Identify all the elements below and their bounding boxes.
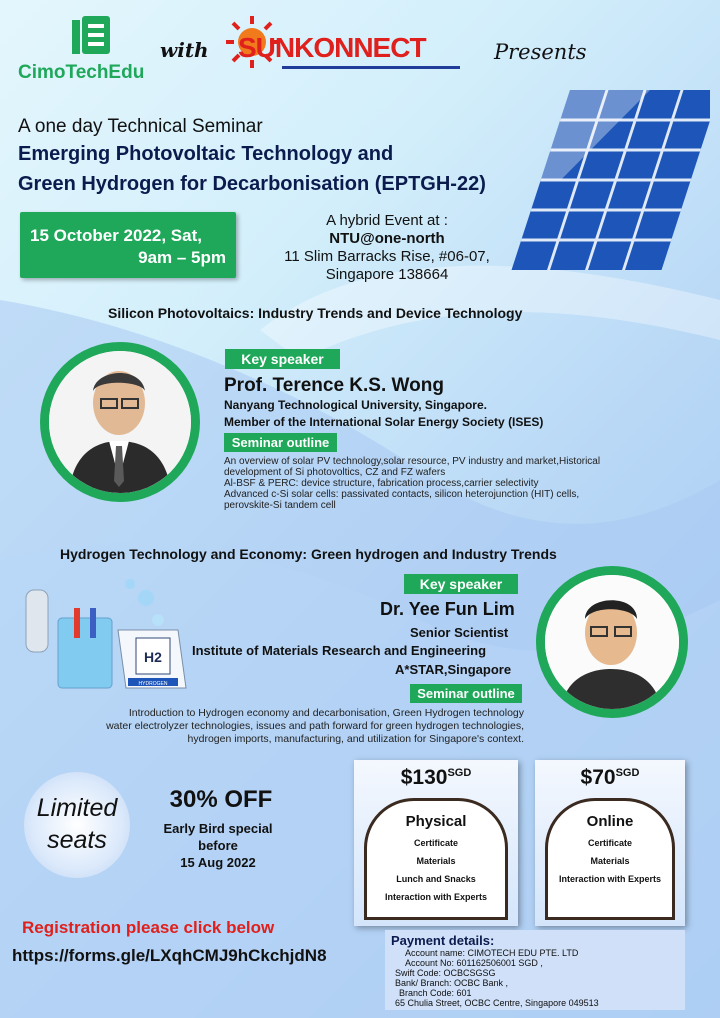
session2-agency: A*STAR,Singapore: [395, 662, 512, 677]
cimotechedu-logo-icon: [68, 14, 114, 60]
limited-seats-text: [24, 792, 130, 856]
outline-line: An overview of solar PV technology,solar resource, PV industry and market,Historical: [224, 456, 601, 467]
registration-link[interactable]: https://forms.gle/LXqhCMJ9hCkchjdN8: [12, 946, 327, 965]
online-arch: [545, 798, 675, 920]
seminar-subtitle: A one day Technical Seminar: [18, 116, 263, 137]
early-bird-line3: 15 Aug 2022: [180, 855, 256, 870]
hydrogen-illustration: [18, 570, 198, 710]
session2-speaker-name: Dr. Yee Fun Lim: [380, 599, 515, 619]
outline-line: water electrolyzer technologies, issues and path forward for green hydrogen technologies,: [106, 720, 524, 732]
h2-label: H2: [144, 649, 162, 665]
physical-item: Certificate: [413, 838, 458, 848]
session1-outline-label: Seminar outline: [224, 433, 337, 452]
session1-topic: Silicon Photovoltaics: Industry Trends and Device Technology: [108, 305, 523, 321]
physical-mode: Physical: [405, 813, 467, 830]
session2-outline: [60, 707, 524, 746]
date-line1: 15 October 2022, Sat,: [30, 226, 202, 245]
limited-line2: seats: [47, 826, 107, 854]
date-line2: 9am – 5pm: [138, 248, 226, 267]
limited-line1: Limited: [36, 794, 118, 822]
early-bird-line2: before: [198, 838, 238, 853]
payment-line: Swift Code: OCBCSGSG: [395, 968, 496, 978]
speaker2-photo: [536, 566, 688, 718]
date-box: [20, 212, 236, 278]
payment-line: Account No: 601162506001 SGD ,: [405, 958, 543, 968]
hydrogen-sublabel: HYDROGEN: [138, 681, 168, 687]
venue-label: A hybrid Event at :: [326, 212, 448, 229]
physical-item: Lunch and Snacks: [396, 874, 476, 884]
online-price-amount: $70: [580, 766, 616, 789]
venue-block: [252, 212, 522, 284]
sunkonnect-underline: [282, 66, 460, 69]
outline-line: hydrogen imports, manufacturing, and utilization for Singapore's context.: [187, 733, 524, 745]
session1-outline: [224, 456, 664, 511]
session1-speaker-name: Prof. Terence K.S. Wong: [224, 375, 444, 396]
seminar-title-line2: Green Hydrogen for Decarbonisation (EPTGH-22): [18, 173, 486, 195]
physical-price: [354, 766, 518, 790]
physical-item: Materials: [416, 856, 456, 866]
physical-price-amount: $130: [400, 766, 448, 789]
speaker2-avatar-icon: [545, 575, 679, 709]
online-mode: Online: [586, 813, 634, 830]
payment-lines: [395, 948, 599, 1008]
session1-affiliation1: Nanyang Technological University, Singapore.: [224, 398, 487, 412]
physical-arch: [364, 798, 508, 920]
session2-key-speaker-label: Key speaker: [404, 574, 518, 594]
physical-price-card[interactable]: [354, 760, 518, 926]
cimotechedu-logo-text: CimoTechEdu: [18, 62, 145, 83]
payment-details-box: [385, 930, 685, 1010]
seminar-title-line1: Emerging Photovoltaic Technology and: [18, 143, 394, 165]
outline-line: Introduction to Hydrogen economy and decarbonisation, Green Hydrogen technology: [128, 707, 524, 719]
venue-address-line1: 11 Slim Barracks Rise, #06-07,: [284, 248, 490, 265]
online-price-card[interactable]: [535, 760, 685, 926]
solar-panel-illustration: [500, 90, 710, 290]
venue-address-line2: Singapore 138664: [325, 266, 449, 283]
payment-title: Payment details:: [391, 933, 495, 948]
outline-line: perovskite-Si tandem cell: [224, 500, 336, 511]
outline-line: development of Si photovoltics, CZ and FZ wafers: [224, 467, 446, 478]
physical-item: Interaction with Experts: [384, 892, 488, 902]
physical-price-currency: SGD: [447, 767, 472, 779]
online-item: Materials: [590, 856, 630, 866]
speaker1-photo: [40, 342, 200, 502]
session1-affiliation2: Member of the International Solar Energy Society (ISES): [224, 415, 544, 429]
with-text: with: [160, 38, 209, 62]
online-item: Interaction with Experts: [558, 874, 662, 884]
outline-line: Al-BSF & PERC: device structure, fabrication process,carrier selectivity: [224, 478, 539, 489]
online-price: [535, 766, 685, 790]
payment-line: Bank/ Branch: OCBC Bank ,: [395, 978, 509, 988]
early-bird-line1: Early Bird special: [163, 821, 273, 836]
session2-institute: Institute of Materials Research and Engineering: [192, 643, 487, 658]
discount-text: 30% OFF: [169, 786, 273, 813]
payment-line: 65 Chulia Street, OCBC Centre, Singapore 049513: [395, 998, 599, 1008]
presents-text: Presents: [494, 40, 587, 64]
sunkonnect-logo-text: SUNKONNECT: [238, 32, 426, 63]
session2-outline-label: Seminar outline: [410, 684, 522, 703]
session2-topic: Hydrogen Technology and Economy: Green hydrogen and Industry Trends: [60, 546, 557, 562]
speaker1-avatar-icon: [49, 351, 191, 493]
payment-line: Account name: CIMOTECH EDU PTE. LTD: [405, 948, 579, 958]
payment-line: Branch Code: 601: [399, 988, 472, 998]
outline-line: Advanced c-Si solar cells: passivated contacts, silicon heterojunction (HIT) cells,: [224, 489, 580, 500]
registration-label: Registration please click below: [22, 918, 275, 937]
venue-name: NTU@one-north: [329, 230, 445, 247]
session2-position: Senior Scientist: [410, 625, 509, 640]
session1-key-speaker-label: Key speaker: [225, 349, 340, 369]
early-bird-block: [140, 820, 296, 871]
online-price-currency: SGD: [615, 767, 640, 779]
online-item: Certificate: [587, 838, 632, 848]
